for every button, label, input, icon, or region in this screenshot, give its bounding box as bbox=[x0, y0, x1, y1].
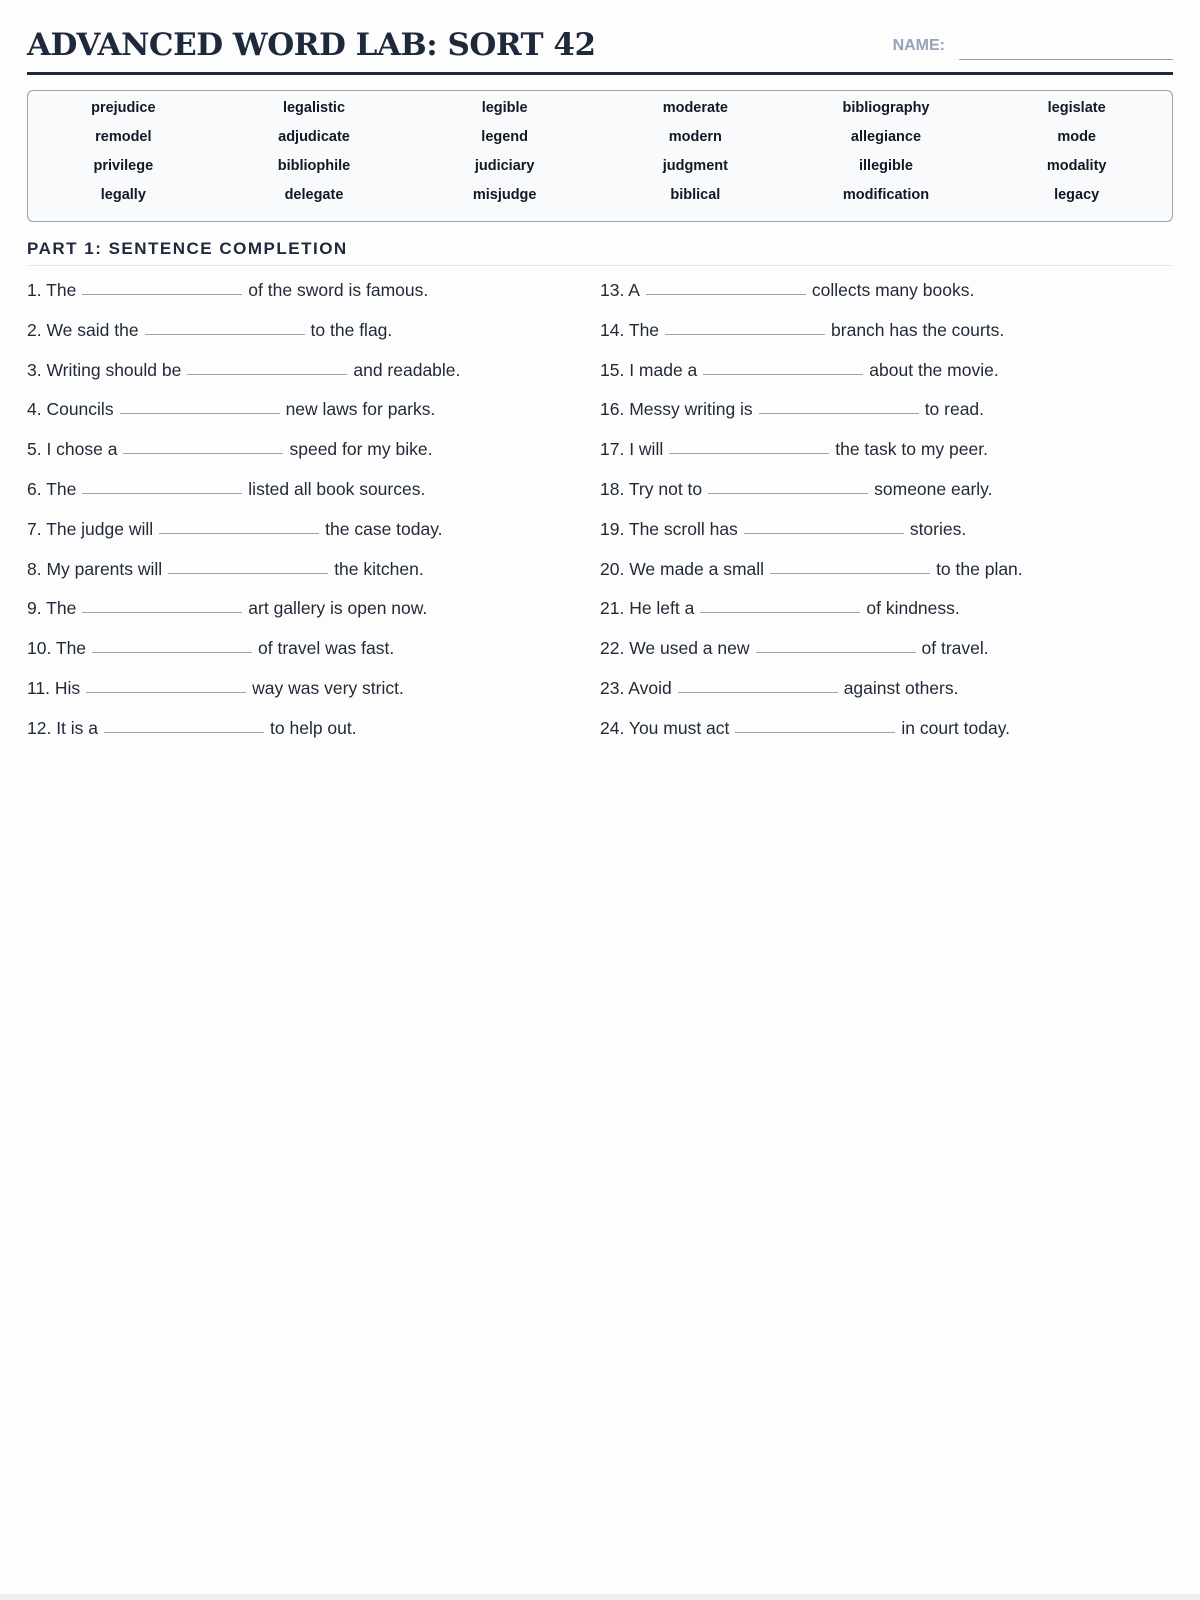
word-bank-item: legacy bbox=[1054, 187, 1100, 204]
word-bank-item: bibliography bbox=[842, 100, 930, 117]
answer-blank[interactable] bbox=[86, 678, 246, 693]
question-text-after: to help out. bbox=[270, 717, 357, 738]
word-bank-item: allegiance bbox=[850, 129, 922, 146]
question-text-before: 2. We said the bbox=[27, 319, 139, 340]
word-bank-item: legible bbox=[481, 100, 528, 117]
question-text-after: new laws for parks. bbox=[285, 399, 436, 420]
questions-column-left bbox=[27, 280, 600, 758]
question-item bbox=[600, 360, 1173, 400]
answer-blank[interactable] bbox=[104, 718, 264, 733]
question-text-before: 3. Writing should be bbox=[27, 359, 182, 380]
answer-blank[interactable] bbox=[700, 598, 860, 613]
question-item bbox=[27, 479, 600, 519]
question-text-after: of the sword is famous. bbox=[248, 280, 429, 301]
word-bank-item: modern bbox=[668, 129, 722, 146]
page-bottom-edge bbox=[0, 1594, 1200, 1600]
word-bank-item: modality bbox=[1046, 158, 1107, 175]
word-bank-item: biblical bbox=[670, 187, 721, 204]
question-text-after: of travel was fast. bbox=[258, 638, 395, 659]
answer-blank[interactable] bbox=[187, 360, 347, 375]
question-item bbox=[600, 280, 1173, 320]
question-item bbox=[27, 559, 600, 599]
question-item bbox=[600, 638, 1173, 678]
question-text-after: of travel. bbox=[921, 638, 989, 659]
question-text-before: 12. It is a bbox=[27, 717, 99, 738]
question-text-after: way was very strict. bbox=[252, 678, 404, 699]
answer-blank[interactable] bbox=[703, 360, 863, 375]
word-bank-item: adjudicate bbox=[278, 129, 350, 146]
answer-blank[interactable] bbox=[123, 439, 283, 454]
word-bank-item: legislate bbox=[1047, 100, 1106, 117]
word-bank-item: delegate bbox=[284, 187, 344, 204]
word-bank-item: privilege bbox=[93, 158, 154, 175]
section-title: PART 1: SENTENCE COMPLETION bbox=[27, 239, 1173, 266]
question-text-before: 17. I will bbox=[600, 439, 664, 460]
question-text-before: 9. The bbox=[27, 598, 77, 619]
word-bank-item: modification bbox=[842, 187, 930, 204]
question-text-after: the task to my peer. bbox=[835, 439, 988, 460]
question-text-before: 20. We made a small bbox=[600, 558, 765, 579]
answer-blank[interactable] bbox=[756, 638, 916, 653]
question-text-after: branch has the courts. bbox=[831, 319, 1005, 340]
answer-blank[interactable] bbox=[708, 479, 868, 494]
question-text-before: 21. He left a bbox=[600, 598, 695, 619]
question-text-after: to the flag. bbox=[310, 319, 393, 340]
question-item bbox=[600, 678, 1173, 718]
question-text-after: the case today. bbox=[325, 518, 443, 539]
word-bank-item: legalistic bbox=[282, 100, 346, 117]
word-bank-item: illegible bbox=[858, 158, 913, 175]
question-text-after: about the movie. bbox=[869, 359, 999, 380]
answer-blank[interactable] bbox=[744, 519, 904, 534]
word-bank-item: moderate bbox=[662, 100, 728, 117]
question-text-before: 13. A bbox=[600, 280, 640, 301]
question-text-before: 15. I made a bbox=[600, 359, 698, 380]
question-text-after: stories. bbox=[909, 518, 967, 539]
word-bank bbox=[27, 90, 1173, 222]
question-item bbox=[27, 399, 600, 439]
name-label: NAME: bbox=[892, 37, 945, 55]
question-item bbox=[600, 439, 1173, 479]
question-item bbox=[600, 519, 1173, 559]
question-text-after: in court today. bbox=[901, 717, 1011, 738]
question-text-before: 5. I chose a bbox=[27, 439, 118, 460]
question-text-before: 24. You must act bbox=[600, 717, 730, 738]
answer-blank[interactable] bbox=[759, 399, 919, 414]
questions-column-right bbox=[600, 280, 1173, 758]
question-item bbox=[27, 280, 600, 320]
question-text-after: someone early. bbox=[874, 479, 993, 500]
question-text-after: collects many books. bbox=[811, 280, 975, 301]
question-text-before: 8. My parents will bbox=[27, 558, 163, 579]
question-item bbox=[600, 718, 1173, 758]
question-text-before: 4. Councils bbox=[27, 399, 114, 420]
question-item bbox=[27, 439, 600, 479]
questions-grid bbox=[27, 280, 1173, 758]
word-bank-item: bibliophile bbox=[277, 158, 351, 175]
word-bank-item: judgment bbox=[662, 158, 728, 175]
question-item bbox=[27, 519, 600, 559]
word-bank-item: mode bbox=[1057, 129, 1096, 146]
worksheet-header bbox=[27, 28, 1173, 75]
question-item bbox=[600, 320, 1173, 360]
question-text-after: listed all book sources. bbox=[248, 479, 426, 500]
question-item bbox=[600, 399, 1173, 439]
question-text-after: against others. bbox=[843, 678, 959, 699]
word-bank-item: legend bbox=[481, 129, 529, 146]
question-item bbox=[600, 479, 1173, 519]
question-text-after: the kitchen. bbox=[334, 558, 424, 579]
question-item bbox=[600, 559, 1173, 599]
worksheet-title: ADVANCED WORD LAB: SORT 42 bbox=[27, 27, 596, 63]
question-text-before: 10. The bbox=[27, 638, 87, 659]
answer-blank[interactable] bbox=[145, 320, 305, 335]
question-text-after: to read. bbox=[924, 399, 985, 420]
answer-blank[interactable] bbox=[82, 280, 242, 295]
question-item bbox=[27, 320, 600, 360]
answer-blank[interactable] bbox=[678, 678, 838, 693]
question-item bbox=[27, 598, 600, 638]
question-text-before: 22. We used a new bbox=[600, 638, 750, 659]
question-item bbox=[27, 638, 600, 678]
question-text-before: 23. Avoid bbox=[600, 678, 672, 699]
question-text-before: 7. The judge will bbox=[27, 518, 154, 539]
name-field bbox=[893, 38, 1173, 54]
answer-blank[interactable] bbox=[82, 479, 242, 494]
question-text-after: of kindness. bbox=[866, 598, 960, 619]
word-bank-item: misjudge bbox=[472, 187, 537, 204]
answer-blank[interactable] bbox=[82, 598, 242, 613]
word-bank-item: legally bbox=[100, 187, 146, 204]
word-bank-item: prejudice bbox=[91, 100, 156, 117]
question-item bbox=[27, 678, 600, 718]
question-text-before: 18. Try not to bbox=[600, 479, 703, 500]
question-text-before: 16. Messy writing is bbox=[600, 399, 753, 420]
answer-blank[interactable] bbox=[665, 320, 825, 335]
question-text-before: 14. The bbox=[600, 319, 660, 340]
question-text-before: 6. The bbox=[27, 479, 77, 500]
question-text-before: 19. The scroll has bbox=[600, 518, 738, 539]
question-text-after: to the plan. bbox=[936, 558, 1023, 579]
question-text-before: 1. The bbox=[27, 280, 77, 301]
word-bank-item: remodel bbox=[95, 129, 152, 146]
answer-blank[interactable] bbox=[669, 439, 829, 454]
answer-blank[interactable] bbox=[770, 559, 930, 574]
answer-blank[interactable] bbox=[168, 559, 328, 574]
word-bank-item: judiciary bbox=[474, 158, 535, 175]
answer-blank[interactable] bbox=[92, 638, 252, 653]
answer-blank[interactable] bbox=[159, 519, 319, 534]
question-text-after: speed for my bike. bbox=[289, 439, 433, 460]
name-blank[interactable] bbox=[959, 59, 1173, 60]
answer-blank[interactable] bbox=[120, 399, 280, 414]
question-item bbox=[600, 598, 1173, 638]
answer-blank[interactable] bbox=[646, 280, 806, 295]
question-item bbox=[27, 360, 600, 400]
question-text-after: art gallery is open now. bbox=[248, 598, 428, 619]
question-text-after: and readable. bbox=[353, 359, 461, 380]
question-item bbox=[27, 718, 600, 758]
question-text-before: 11. His bbox=[27, 678, 81, 699]
answer-blank[interactable] bbox=[735, 718, 895, 733]
